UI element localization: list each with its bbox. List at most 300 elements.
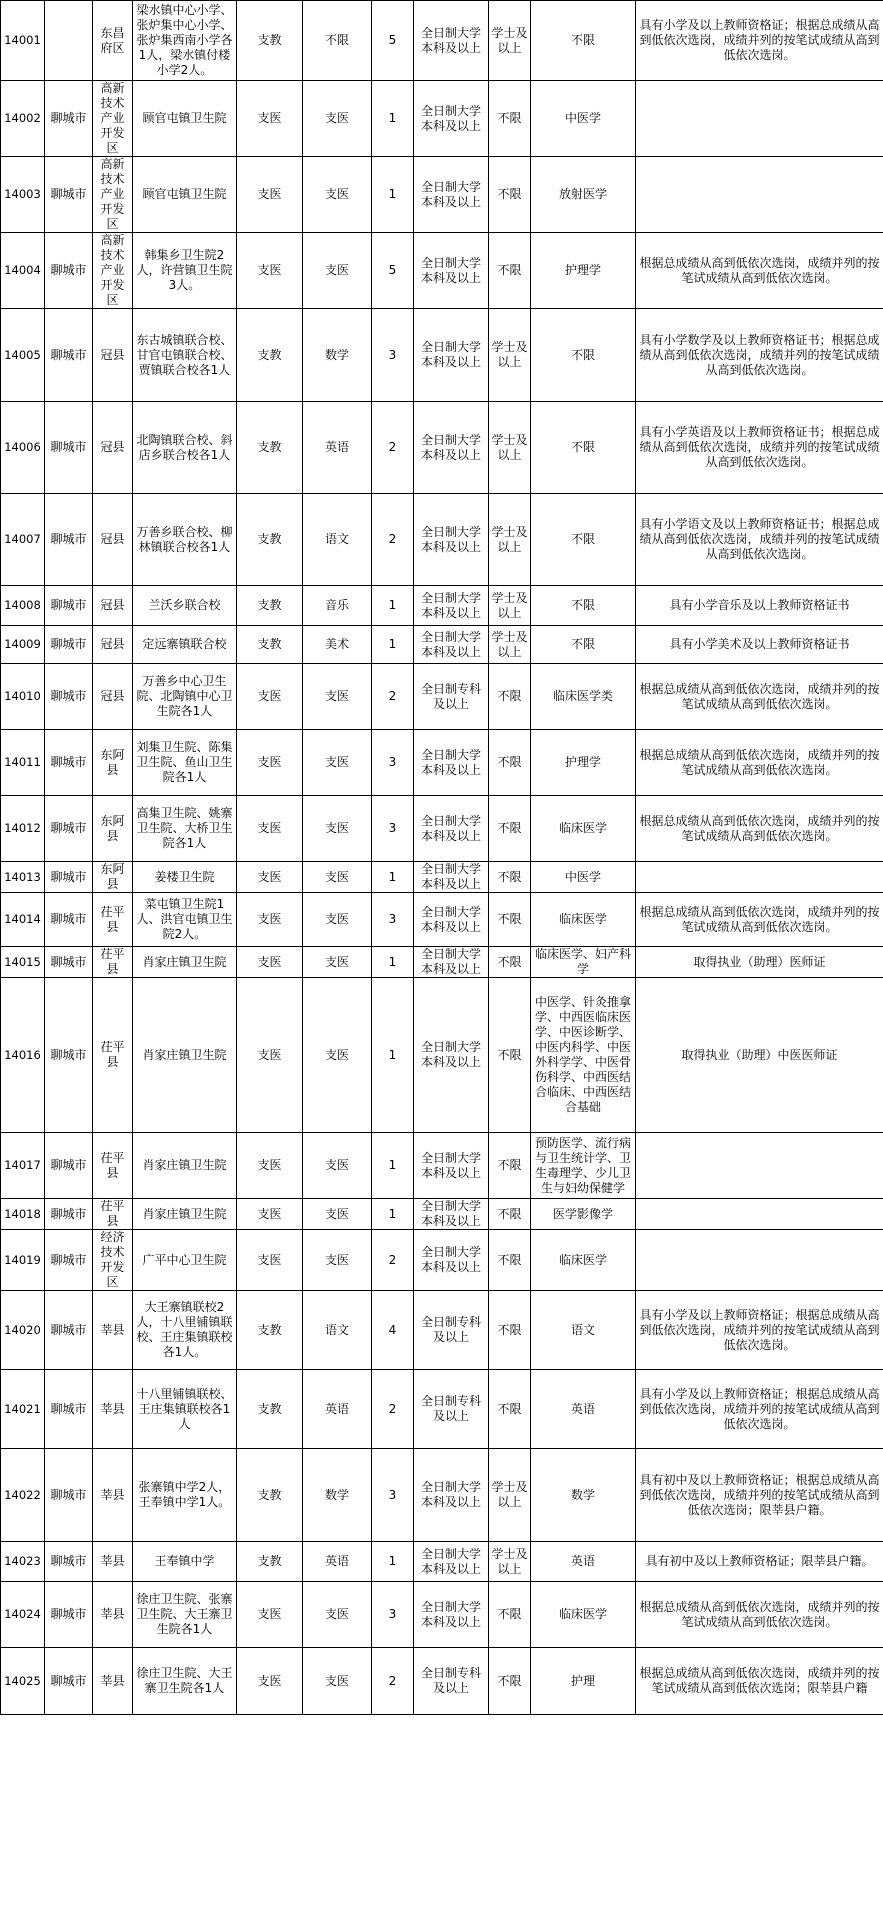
table-row	[1, 1370, 883, 1449]
requirement-cell: 根据总成绩从高到低依次选岗，成绩并列的按笔试成绩从高到低依次选岗。	[636, 1582, 883, 1648]
degree-cell: 学士及以上	[489, 586, 531, 626]
city-cell: 聊城市	[45, 1542, 93, 1582]
category-cell: 支教	[237, 1, 303, 81]
requirement-cell: 根据总成绩从高到低依次选岗，成绩并列的按笔试成绩从高到低依次选岗；限莘县户籍	[636, 1648, 883, 1715]
position-code-cell: 14020	[1, 1291, 45, 1370]
position-code-cell: 14003	[1, 157, 45, 233]
city-cell: 聊城市	[45, 893, 93, 947]
requirement-cell	[636, 1230, 883, 1291]
major-cell: 中医学	[531, 862, 636, 893]
subject-cell: 支医	[303, 862, 372, 893]
table-row	[1, 81, 883, 157]
table-row	[1, 978, 883, 1133]
unit-cell: 张寨镇中学2人，王奉镇中学1人。	[133, 1449, 237, 1542]
city-cell: 聊城市	[45, 1370, 93, 1449]
degree-cell: 不限	[489, 862, 531, 893]
recruit-count-cell: 5	[372, 1, 414, 81]
recruit-count-cell: 1	[372, 1199, 414, 1230]
county-cell: 东昌府区	[93, 1, 133, 81]
education-cell: 全日制大学本科及以上	[414, 402, 489, 494]
education-cell: 全日制专科及以上	[414, 1370, 489, 1449]
category-cell: 支教	[237, 586, 303, 626]
table-body	[1, 1, 883, 1715]
requirement-cell: 具有小学及以上教师资格证；根据总成绩从高到低依次选岗，成绩并列的按笔试成绩从高到低依次选岗。	[636, 1, 883, 81]
county-cell: 东阿县	[93, 862, 133, 893]
unit-cell: 大王寨镇联校2人，十八里铺镇联校、王庄集镇联校各1人。	[133, 1291, 237, 1370]
unit-cell: 万善乡中心卫生院、北陶镇中心卫生院各1人	[133, 664, 237, 730]
requirement-cell: 根据总成绩从高到低依次选岗，成绩并列的按笔试成绩从高到低依次选岗。	[636, 233, 883, 309]
unit-cell: 顾官屯镇卫生院	[133, 81, 237, 157]
recruit-count-cell: 3	[372, 309, 414, 402]
table-row	[1, 1230, 883, 1291]
education-cell: 全日制大学本科及以上	[414, 81, 489, 157]
table-row	[1, 730, 883, 796]
subject-cell: 语文	[303, 494, 372, 586]
major-cell: 临床医学	[531, 893, 636, 947]
category-cell: 支医	[237, 157, 303, 233]
city-cell: 聊城市	[45, 157, 93, 233]
position-code-cell: 14008	[1, 586, 45, 626]
recruit-count-cell: 1	[372, 586, 414, 626]
subject-cell: 语文	[303, 1291, 372, 1370]
category-cell: 支医	[237, 664, 303, 730]
recruit-count-cell: 2	[372, 1230, 414, 1291]
degree-cell: 不限	[489, 157, 531, 233]
major-cell: 护理学	[531, 233, 636, 309]
city-cell	[45, 1, 93, 81]
county-cell: 冠县	[93, 309, 133, 402]
position-code-cell: 14011	[1, 730, 45, 796]
position-code-cell: 14009	[1, 626, 45, 664]
county-cell: 莘县	[93, 1582, 133, 1648]
recruit-count-cell: 1	[372, 157, 414, 233]
table-row	[1, 862, 883, 893]
city-cell: 聊城市	[45, 978, 93, 1133]
city-cell: 聊城市	[45, 664, 93, 730]
position-code-cell: 14002	[1, 81, 45, 157]
recruit-count-cell: 2	[372, 1370, 414, 1449]
county-cell: 东阿县	[93, 730, 133, 796]
unit-cell: 广平中心卫生院	[133, 1230, 237, 1291]
unit-cell: 顾官屯镇卫生院	[133, 157, 237, 233]
position-code-cell: 14004	[1, 233, 45, 309]
degree-cell: 不限	[489, 1133, 531, 1199]
subject-cell: 支医	[303, 1230, 372, 1291]
county-cell: 经济技术开发区	[93, 1230, 133, 1291]
city-cell: 聊城市	[45, 402, 93, 494]
table-row	[1, 157, 883, 233]
degree-cell: 学士及以上	[489, 402, 531, 494]
table-row	[1, 796, 883, 862]
unit-cell: 王奉镇中学	[133, 1542, 237, 1582]
unit-cell: 徐庄卫生院、张寨卫生院、大王寨卫生院各1人	[133, 1582, 237, 1648]
unit-cell: 北陶镇联合校、斜店乡联合校各1人	[133, 402, 237, 494]
city-cell: 聊城市	[45, 1133, 93, 1199]
category-cell: 支医	[237, 1133, 303, 1199]
degree-cell: 不限	[489, 664, 531, 730]
requirement-cell: 具有小学及以上教师资格证；根据总成绩从高到低依次选岗，成绩并列的按笔试成绩从高到低依次选岗。	[636, 1291, 883, 1370]
category-cell: 支教	[237, 626, 303, 664]
unit-cell: 兰沃乡联合校	[133, 586, 237, 626]
education-cell: 全日制大学本科及以上	[414, 233, 489, 309]
education-cell: 全日制大学本科及以上	[414, 947, 489, 978]
major-cell: 临床医学	[531, 1230, 636, 1291]
recruit-count-cell: 3	[372, 893, 414, 947]
position-code-cell: 14024	[1, 1582, 45, 1648]
city-cell: 聊城市	[45, 1230, 93, 1291]
county-cell: 冠县	[93, 494, 133, 586]
table-row	[1, 1133, 883, 1199]
city-cell: 聊城市	[45, 233, 93, 309]
education-cell: 全日制大学本科及以上	[414, 1199, 489, 1230]
subject-cell: 支医	[303, 157, 372, 233]
county-cell: 高新技术产业开发区	[93, 81, 133, 157]
requirement-cell	[636, 81, 883, 157]
position-code-cell: 14012	[1, 796, 45, 862]
category-cell: 支教	[237, 1542, 303, 1582]
position-code-cell: 14018	[1, 1199, 45, 1230]
category-cell: 支医	[237, 796, 303, 862]
county-cell: 茌平县	[93, 947, 133, 978]
recruit-count-cell: 1	[372, 947, 414, 978]
table-row	[1, 402, 883, 494]
subject-cell: 支医	[303, 1199, 372, 1230]
education-cell: 全日制大学本科及以上	[414, 862, 489, 893]
subject-cell: 支医	[303, 978, 372, 1133]
degree-cell: 学士及以上	[489, 494, 531, 586]
education-cell: 全日制大学本科及以上	[414, 1133, 489, 1199]
city-cell: 聊城市	[45, 947, 93, 978]
major-cell: 临床医学、妇产科学	[531, 947, 636, 978]
major-cell: 语文	[531, 1291, 636, 1370]
city-cell: 聊城市	[45, 730, 93, 796]
position-code-cell: 14010	[1, 664, 45, 730]
requirement-cell: 根据总成绩从高到低依次选岗，成绩并列的按笔试成绩从高到低依次选岗。	[636, 730, 883, 796]
education-cell: 全日制专科及以上	[414, 1648, 489, 1715]
degree-cell: 不限	[489, 730, 531, 796]
requirement-cell: 具有小学美术及以上教师资格证书	[636, 626, 883, 664]
subject-cell: 音乐	[303, 586, 372, 626]
table-row	[1, 1542, 883, 1582]
subject-cell: 支医	[303, 664, 372, 730]
unit-cell: 姜楼卫生院	[133, 862, 237, 893]
category-cell: 支医	[237, 233, 303, 309]
city-cell: 聊城市	[45, 1199, 93, 1230]
position-code-cell: 14025	[1, 1648, 45, 1715]
unit-cell: 肖家庄镇卫生院	[133, 947, 237, 978]
category-cell: 支医	[237, 730, 303, 796]
table-row	[1, 309, 883, 402]
category-cell: 支医	[237, 1230, 303, 1291]
requirement-cell: 具有小学数学及以上教师资格证书；根据总成绩从高到低依次选岗，成绩并列的按笔试成绩从高到低依次选岗。	[636, 309, 883, 402]
major-cell: 临床医学类	[531, 664, 636, 730]
major-cell: 不限	[531, 494, 636, 586]
category-cell: 支医	[237, 978, 303, 1133]
unit-cell: 东古城镇联合校、甘官屯镇联合校、贾镇联合校各1人	[133, 309, 237, 402]
unit-cell: 肖家庄镇卫生院	[133, 1199, 237, 1230]
table-row	[1, 1449, 883, 1542]
position-code-cell: 14023	[1, 1542, 45, 1582]
city-cell: 聊城市	[45, 796, 93, 862]
category-cell: 支教	[237, 402, 303, 494]
degree-cell: 不限	[489, 233, 531, 309]
subject-cell: 英语	[303, 1542, 372, 1582]
recruit-count-cell: 3	[372, 1449, 414, 1542]
position-code-cell: 14006	[1, 402, 45, 494]
recruit-count-cell: 3	[372, 730, 414, 796]
recruit-count-cell: 3	[372, 796, 414, 862]
position-code-cell: 14022	[1, 1449, 45, 1542]
county-cell: 莘县	[93, 1542, 133, 1582]
subject-cell: 支医	[303, 730, 372, 796]
city-cell: 聊城市	[45, 494, 93, 586]
subject-cell: 支医	[303, 947, 372, 978]
degree-cell: 不限	[489, 796, 531, 862]
city-cell: 聊城市	[45, 862, 93, 893]
unit-cell: 徐庄卫生院、大王寨卫生院各1人	[133, 1648, 237, 1715]
table-row	[1, 1582, 883, 1648]
requirement-cell	[636, 1199, 883, 1230]
education-cell: 全日制大学本科及以上	[414, 796, 489, 862]
major-cell: 临床医学	[531, 1582, 636, 1648]
major-cell: 不限	[531, 309, 636, 402]
position-code-cell: 14017	[1, 1133, 45, 1199]
recruit-count-cell: 2	[372, 1648, 414, 1715]
unit-cell: 菜屯镇卫生院1人、洪官屯镇卫生院2人。	[133, 893, 237, 947]
major-cell: 英语	[531, 1542, 636, 1582]
requirement-cell: 具有小学语文及以上教师资格证书；根据总成绩从高到低依次选岗，成绩并列的按笔试成绩从高到低依次选岗。	[636, 494, 883, 586]
subject-cell: 支医	[303, 1648, 372, 1715]
education-cell: 全日制大学本科及以上	[414, 1230, 489, 1291]
county-cell: 莘县	[93, 1449, 133, 1542]
county-cell: 莘县	[93, 1370, 133, 1449]
table-row	[1, 893, 883, 947]
county-cell: 冠县	[93, 586, 133, 626]
degree-cell: 不限	[489, 1582, 531, 1648]
degree-cell: 不限	[489, 978, 531, 1133]
requirement-cell	[636, 862, 883, 893]
degree-cell: 不限	[489, 947, 531, 978]
subject-cell: 不限	[303, 1, 372, 81]
table-row	[1, 1199, 883, 1230]
table-row	[1, 586, 883, 626]
subject-cell: 支医	[303, 233, 372, 309]
major-cell: 不限	[531, 626, 636, 664]
table-row	[1, 626, 883, 664]
recruit-count-cell: 2	[372, 664, 414, 730]
recruit-count-cell: 1	[372, 626, 414, 664]
table-row	[1, 1, 883, 81]
education-cell: 全日制大学本科及以上	[414, 1449, 489, 1542]
major-cell: 护理	[531, 1648, 636, 1715]
county-cell: 冠县	[93, 664, 133, 730]
degree-cell: 学士及以上	[489, 626, 531, 664]
county-cell: 高新技术产业开发区	[93, 233, 133, 309]
category-cell: 支教	[237, 1370, 303, 1449]
major-cell: 不限	[531, 402, 636, 494]
education-cell: 全日制大学本科及以上	[414, 157, 489, 233]
recruit-count-cell: 1	[372, 1542, 414, 1582]
unit-cell: 十八里铺镇联校、王庄集镇联校各1人	[133, 1370, 237, 1449]
requirement-cell: 具有小学英语及以上教师资格证书；根据总成绩从高到低依次选岗，成绩并列的按笔试成绩从高到低依次选岗。	[636, 402, 883, 494]
unit-cell: 刘集卫生院、陈集卫生院、鱼山卫生院各1人	[133, 730, 237, 796]
position-code-cell: 14014	[1, 893, 45, 947]
position-code-cell: 14019	[1, 1230, 45, 1291]
position-code-cell: 14001	[1, 1, 45, 81]
county-cell: 莘县	[93, 1648, 133, 1715]
city-cell: 聊城市	[45, 81, 93, 157]
requirement-cell: 具有小学及以上教师资格证；根据总成绩从高到低依次选岗，成绩并列的按笔试成绩从高到低依次选岗。	[636, 1370, 883, 1449]
recruit-count-cell: 1	[372, 862, 414, 893]
category-cell: 支教	[237, 1449, 303, 1542]
subject-cell: 美术	[303, 626, 372, 664]
county-cell: 冠县	[93, 402, 133, 494]
unit-cell: 高集卫生院、姚寨卫生院、大桥卫生院各1人	[133, 796, 237, 862]
subject-cell: 英语	[303, 402, 372, 494]
unit-cell: 肖家庄镇卫生院	[133, 978, 237, 1133]
subject-cell: 英语	[303, 1370, 372, 1449]
category-cell: 支教	[237, 494, 303, 586]
major-cell: 英语	[531, 1370, 636, 1449]
table-row	[1, 664, 883, 730]
category-cell: 支教	[237, 1291, 303, 1370]
major-cell: 中医学	[531, 81, 636, 157]
degree-cell: 学士及以上	[489, 1542, 531, 1582]
subject-cell: 支医	[303, 1133, 372, 1199]
education-cell: 全日制大学本科及以上	[414, 893, 489, 947]
requirement-cell: 取得执业（助理）中医医师证	[636, 978, 883, 1133]
category-cell: 支医	[237, 893, 303, 947]
education-cell: 全日制大学本科及以上	[414, 1582, 489, 1648]
requirement-cell	[636, 157, 883, 233]
recruit-count-cell: 1	[372, 978, 414, 1133]
education-cell: 全日制大学本科及以上	[414, 1542, 489, 1582]
county-cell: 茌平县	[93, 978, 133, 1133]
education-cell: 全日制大学本科及以上	[414, 978, 489, 1133]
education-cell: 全日制大学本科及以上	[414, 626, 489, 664]
degree-cell: 不限	[489, 1648, 531, 1715]
requirement-cell: 根据总成绩从高到低依次选岗，成绩并列的按笔试成绩从高到低依次选岗。	[636, 664, 883, 730]
major-cell: 护理学	[531, 730, 636, 796]
degree-cell: 学士及以上	[489, 1, 531, 81]
city-cell: 聊城市	[45, 1449, 93, 1542]
recruit-count-cell: 3	[372, 1582, 414, 1648]
county-cell: 茌平县	[93, 1199, 133, 1230]
major-cell: 数学	[531, 1449, 636, 1542]
subject-cell: 数学	[303, 309, 372, 402]
requirement-cell: 具有小学音乐及以上教师资格证书	[636, 586, 883, 626]
education-cell: 全日制大学本科及以上	[414, 1, 489, 81]
city-cell: 聊城市	[45, 1648, 93, 1715]
degree-cell: 不限	[489, 81, 531, 157]
county-cell: 高新技术产业开发区	[93, 157, 133, 233]
county-cell: 茌平县	[93, 1133, 133, 1199]
subject-cell: 支医	[303, 81, 372, 157]
table-row	[1, 1648, 883, 1715]
major-cell: 预防医学、流行病与卫生统计学、卫生毒理学、少儿卫生与妇幼保健学	[531, 1133, 636, 1199]
degree-cell: 不限	[489, 1291, 531, 1370]
county-cell: 茌平县	[93, 893, 133, 947]
education-cell: 全日制专科及以上	[414, 1291, 489, 1370]
position-code-cell: 14007	[1, 494, 45, 586]
city-cell: 聊城市	[45, 586, 93, 626]
major-cell: 放射医学	[531, 157, 636, 233]
city-cell: 聊城市	[45, 626, 93, 664]
table-row	[1, 233, 883, 309]
subject-cell: 支医	[303, 1582, 372, 1648]
position-code-cell: 14005	[1, 309, 45, 402]
unit-cell: 定远寨镇联合校	[133, 626, 237, 664]
major-cell: 中医学、针灸推拿学、中西医临床医学、中医诊断学、中医内科学、中医外科学学、中医骨伤科学、中西医结合临床、中西医结合基础	[531, 978, 636, 1133]
major-cell: 不限	[531, 1, 636, 81]
major-cell: 医学影像学	[531, 1199, 636, 1230]
category-cell: 支医	[237, 1199, 303, 1230]
subject-cell: 数学	[303, 1449, 372, 1542]
education-cell: 全日制大学本科及以上	[414, 586, 489, 626]
county-cell: 冠县	[93, 626, 133, 664]
category-cell: 支教	[237, 309, 303, 402]
education-cell: 全日制大学本科及以上	[414, 494, 489, 586]
degree-cell: 不限	[489, 1230, 531, 1291]
requirement-cell: 具有初中及以上教师资格证；根据总成绩从高到低依次选岗，成绩并列的按笔试成绩从高到低依次选岗；限莘县户籍。	[636, 1449, 883, 1542]
county-cell: 莘县	[93, 1291, 133, 1370]
education-cell: 全日制大学本科及以上	[414, 309, 489, 402]
recruit-count-cell: 2	[372, 402, 414, 494]
requirement-cell: 具有初中及以上教师资格证；限莘县户籍。	[636, 1542, 883, 1582]
degree-cell: 学士及以上	[489, 1449, 531, 1542]
unit-cell: 万善乡联合校、柳林镇联合校各1人	[133, 494, 237, 586]
recruit-count-cell: 4	[372, 1291, 414, 1370]
major-cell: 不限	[531, 586, 636, 626]
degree-cell: 学士及以上	[489, 309, 531, 402]
requirement-cell: 根据总成绩从高到低依次选岗，成绩并列的按笔试成绩从高到低依次选岗。	[636, 893, 883, 947]
unit-cell: 肖家庄镇卫生院	[133, 1133, 237, 1199]
category-cell: 支医	[237, 1648, 303, 1715]
city-cell: 聊城市	[45, 1291, 93, 1370]
subject-cell: 支医	[303, 796, 372, 862]
table-row	[1, 494, 883, 586]
category-cell: 支医	[237, 862, 303, 893]
category-cell: 支医	[237, 81, 303, 157]
requirement-cell: 取得执业（助理）医师证	[636, 947, 883, 978]
recruit-count-cell: 1	[372, 1133, 414, 1199]
city-cell: 聊城市	[45, 1582, 93, 1648]
position-code-cell: 14013	[1, 862, 45, 893]
city-cell: 聊城市	[45, 309, 93, 402]
degree-cell: 不限	[489, 1199, 531, 1230]
table-row	[1, 947, 883, 978]
position-code-cell: 14015	[1, 947, 45, 978]
position-code-cell: 14021	[1, 1370, 45, 1449]
category-cell: 支医	[237, 1582, 303, 1648]
table-row	[1, 1291, 883, 1370]
education-cell: 全日制大学本科及以上	[414, 730, 489, 796]
degree-cell: 不限	[489, 1370, 531, 1449]
degree-cell: 不限	[489, 893, 531, 947]
major-cell: 临床医学	[531, 796, 636, 862]
unit-cell: 梁水镇中心小学、张炉集中心小学、张炉集西南小学各1人，梁水镇付楼小学2人。	[133, 1, 237, 81]
county-cell: 东阿县	[93, 796, 133, 862]
requirement-cell: 根据总成绩从高到低依次选岗，成绩并列的按笔试成绩从高到低依次选岗。	[636, 796, 883, 862]
recruit-count-cell: 2	[372, 494, 414, 586]
subject-cell: 支医	[303, 893, 372, 947]
recruit-count-cell: 1	[372, 81, 414, 157]
unit-cell: 韩集乡卫生院2人，许营镇卫生院3人。	[133, 233, 237, 309]
position-code-cell: 14016	[1, 978, 45, 1133]
category-cell: 支医	[237, 947, 303, 978]
education-cell: 全日制专科及以上	[414, 664, 489, 730]
recruit-count-cell: 5	[372, 233, 414, 309]
